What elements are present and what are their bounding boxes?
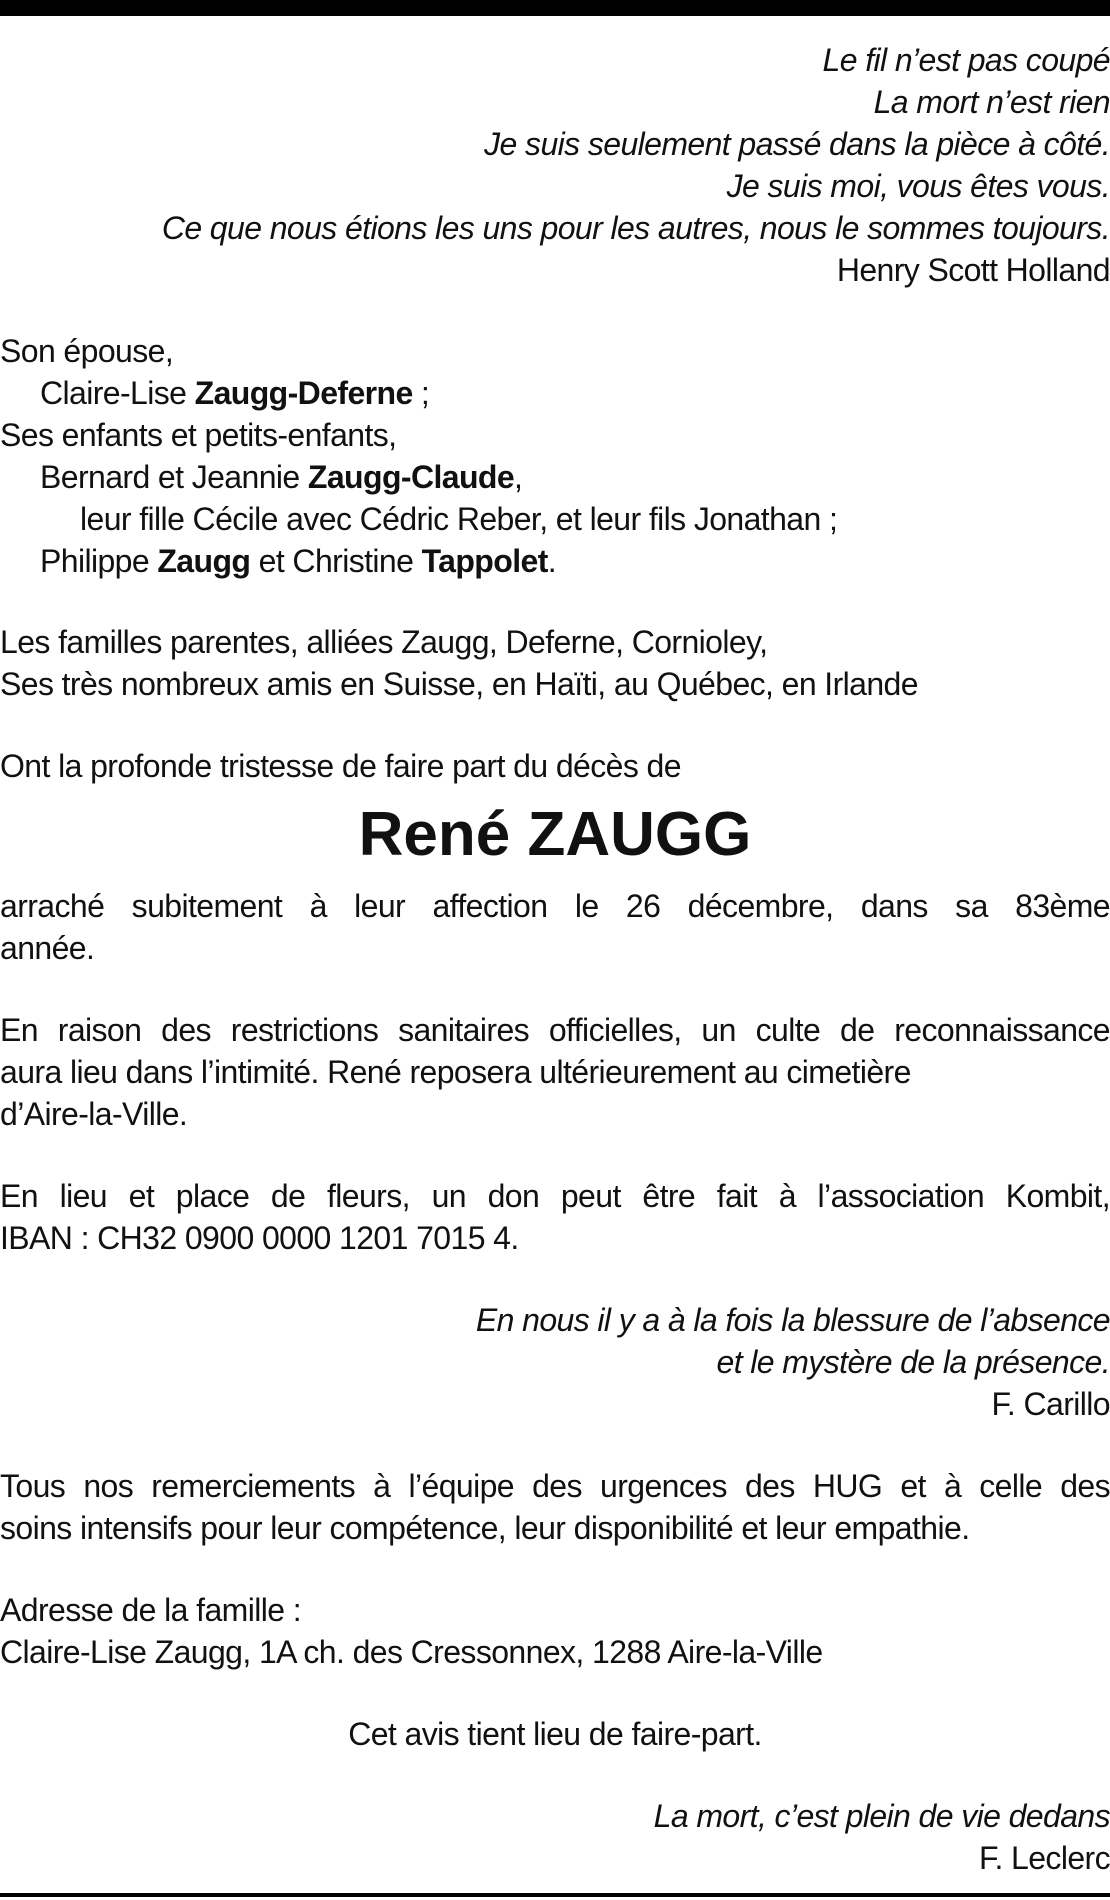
bottom-rule: [0, 1893, 1110, 1897]
epigraph-line: Ce que nous étions les uns pour les autres, nous le sommes toujours.: [161, 210, 1110, 246]
announcement-intro: Ont la profonde tristesse de faire part du décès de: [0, 748, 681, 784]
child-line: Philippe Zaugg et Christine Tappolet.: [40, 543, 557, 579]
closing-author: F. Leclerc: [979, 1840, 1110, 1876]
ceremony-text: En raison des restrictions sanitaires officielles, un culte de reconnaissance: [0, 1012, 1110, 1048]
epigraph-author: Henry Scott Holland: [836, 252, 1110, 288]
quote-line: et le mystère de la présence.: [716, 1344, 1110, 1380]
epigraph-line: La mort n’est rien: [873, 84, 1110, 120]
spouse-intro: Son épouse,: [0, 333, 174, 369]
epigraph-line: Je suis seulement passé dans la pièce à côté.: [484, 126, 1110, 162]
closing-quote: La mort, c’est plein de vie dedans: [653, 1798, 1110, 1834]
grandchildren-line: leur fille Cécile avec Cédric Reber, et leur fils Jonathan ;: [80, 501, 838, 537]
notice-text: Cet avis tient lieu de faire-part.: [348, 1716, 762, 1752]
address-value: Claire-Lise Zaugg, 1A ch. des Cressonnex, 1288 Aire-la-Ville: [0, 1634, 823, 1670]
friends-line: Ses très nombreux amis en Suisse, en Haïti, au Québec, en Irlande: [0, 666, 918, 702]
address-label: Adresse de la famille :: [0, 1592, 302, 1628]
donation-iban: IBAN : CH32 0900 0000 1201 7015 4.: [0, 1220, 519, 1256]
quote-line: En nous il y a à la fois la blessure de l’absence: [475, 1302, 1110, 1338]
child-line: Bernard et Jeannie Zaugg-Claude,: [40, 459, 523, 495]
death-text: arraché subitement à leur affection le 26 décembre, dans sa 83ème: [0, 888, 1110, 924]
deceased-name: René ZAUGG: [358, 800, 752, 869]
ceremony-text: d’Aire-la-Ville.: [0, 1096, 188, 1132]
death-text: année.: [0, 930, 95, 966]
epigraph-line: Le fil n’est pas coupé: [822, 42, 1110, 78]
child2-surname: Zaugg: [157, 543, 251, 579]
thanks-text: soins intensifs pour leur compétence, leur disponibilité et leur empathie.: [0, 1510, 970, 1546]
child1-surname: Zaugg-Claude: [307, 459, 515, 495]
spouse-line: Claire-Lise Zaugg-Deferne ;: [40, 375, 430, 411]
top-rule: [0, 0, 1110, 16]
epigraph-line: Je suis moi, vous êtes vous.: [726, 168, 1110, 204]
child2-partner-surname: Tappolet: [421, 543, 548, 579]
spouse-surname: Zaugg-Deferne: [194, 375, 413, 411]
ceremony-text: aura lieu dans l’intimité. René reposera ultérieurement au cimetière: [0, 1054, 911, 1090]
donation-text: En lieu et place de fleurs, un don peut être fait à l’association Kombit,: [0, 1178, 1110, 1214]
children-intro: Ses enfants et petits-enfants,: [0, 417, 397, 453]
thanks-text: Tous nos remerciements à l’équipe des urgences des HUG et à celle des: [0, 1468, 1110, 1504]
quote-author: F. Carillo: [991, 1386, 1110, 1422]
relatives-line: Les familles parentes, alliées Zaugg, Deferne, Cornioley,: [0, 624, 768, 660]
